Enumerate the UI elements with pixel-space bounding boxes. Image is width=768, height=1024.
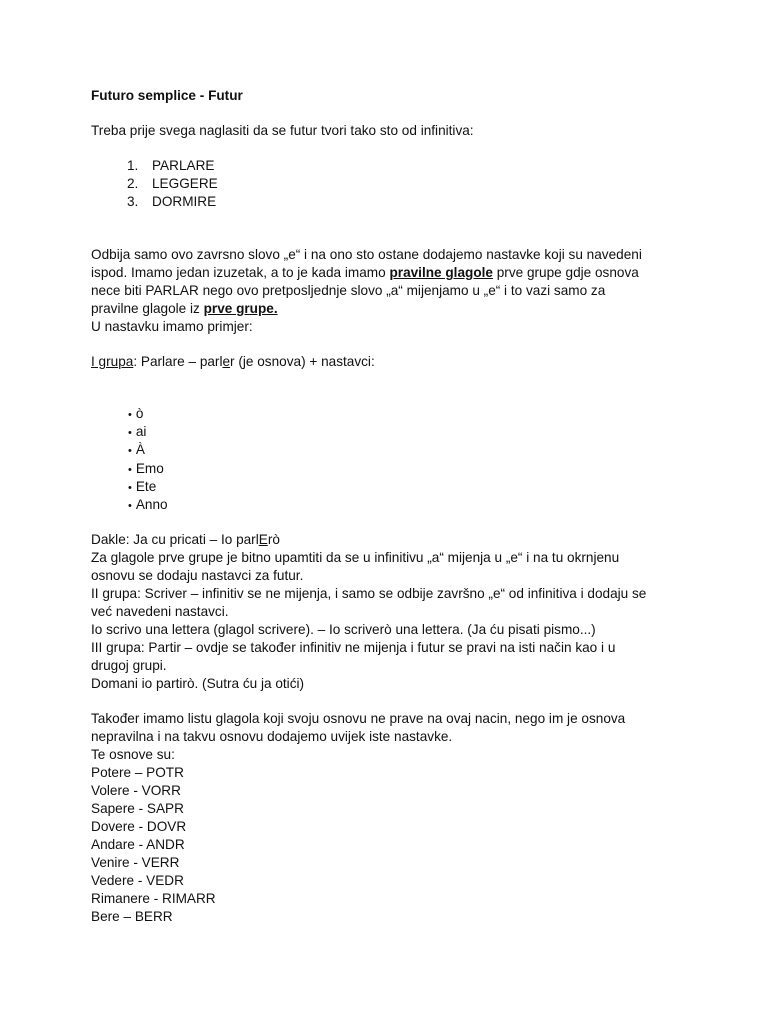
list-item: Sapere - SAPR: [91, 801, 184, 816]
paragraph-line: III grupa: Partir – ovdje se također infinitiv ne mijenja i futur se pravi na isti način kao i u: [91, 640, 616, 655]
text-run: rò: [267, 532, 280, 547]
bullet-icon: •: [128, 409, 132, 421]
text-run: prve grupe gdje osnova: [492, 265, 639, 280]
group1-heading: [91, 353, 375, 371]
list-item: DORMIRE: [152, 194, 217, 209]
paragraph-line: Odbija samo ovo zavrsno slovo „e“ i na ono sto ostane dodajemo nastavke koji su navedeni: [91, 247, 642, 262]
paragraph-line: Te osnove su:: [91, 747, 175, 762]
list-item: PARLARE: [152, 158, 215, 173]
paragraph-line: nepravilna i na takvu osnovu dodajemo uvijek iste nastavke.: [91, 729, 453, 744]
list-item: [128, 405, 143, 424]
paragraph-line: [91, 264, 639, 282]
text-run: ispod. Imamo jedan izuzetak, a to je kada imamo: [91, 265, 390, 280]
ending-text: ai: [135, 424, 147, 439]
text-run: pravilne glagole iz: [91, 301, 204, 316]
list-item: Volere - VORR: [91, 783, 181, 798]
paragraph-line: nece biti PARLAR nego ovo pretposljednje slovo „a“ mijenjamo u „e“ i to vazi samo za: [91, 283, 606, 298]
bullet-icon: •: [128, 464, 132, 476]
paragraph-line: U nastavku imamo primjer:: [91, 319, 253, 334]
text-run: r (je osnova) + nastavci:: [230, 354, 375, 369]
list-number: 3.: [127, 194, 139, 209]
list-number: 2.: [127, 176, 139, 191]
list-item: Dovere - DOVR: [91, 819, 187, 834]
group1-label: I grupa: [91, 354, 134, 369]
text-run: Dakle: Ja cu pricati – Io parl: [91, 532, 259, 547]
bullet-icon: •: [128, 445, 132, 457]
document-title: Futuro semplice - Futur: [91, 88, 243, 103]
list-item: Vedere - VEDR: [91, 873, 184, 888]
ending-text: Ete: [135, 479, 157, 494]
paragraph-line: [91, 531, 280, 549]
stem-letter: E: [258, 532, 268, 547]
bullet-icon: •: [128, 427, 132, 439]
list-item: [128, 423, 146, 442]
bullet-icon: •: [128, 500, 132, 512]
list-item: [128, 496, 168, 515]
list-item: Bere – BERR: [91, 909, 173, 924]
emphasis-pravilne-glagole: pravilne glagole: [389, 265, 493, 280]
emphasis-prve-grupe: prve grupe.: [203, 301, 278, 316]
text-run: : Parlare – parl: [133, 354, 223, 369]
paragraph-line: drugoj grupi.: [91, 658, 167, 673]
paragraph-line: [91, 300, 278, 318]
list-item: Venire - VERR: [91, 855, 180, 870]
paragraph-line: II grupa: Scriver – infinitiv se ne mijenja, i samo se odbije završno „e“ od infinitiva i dodaju se: [91, 586, 647, 601]
list-item: Andare - ANDR: [91, 837, 185, 852]
ending-text: Anno: [135, 497, 168, 512]
ending-text: ò: [135, 406, 144, 421]
paragraph-line: već navedeni nastavci.: [91, 604, 229, 619]
list-number: 1.: [127, 158, 139, 173]
list-item: [128, 441, 145, 460]
ending-text: À: [135, 442, 145, 457]
stem-letter: e: [222, 354, 231, 369]
paragraph-line: Također imamo listu glagola koji svoju osnovu ne prave na ovaj nacin, nego im je osnova: [91, 711, 626, 726]
paragraph-line: Za glagole prve grupe je bitno upamtiti da se u infinitivu „a“ mijenja u „e“ i na tu okrnjenu: [91, 550, 620, 565]
list-item: [128, 478, 156, 497]
list-item: Potere – POTR: [91, 765, 184, 780]
bullet-icon: •: [128, 482, 132, 494]
paragraph-line: Domani io partirò. (Sutra ću ja otići): [91, 676, 305, 691]
intro-text: Treba prije svega naglasiti da se futur tvori tako sto od infinitiva:: [91, 123, 474, 138]
ending-text: Emo: [135, 461, 164, 476]
paragraph-line: osnovu se dodaju nastavci za futur.: [91, 568, 304, 583]
list-item: LEGGERE: [152, 176, 218, 191]
paragraph-line: Io scrivo una lettera (glagol scrivere). – Io scriverò una lettera. (Ja ću pisati pismo...): [91, 622, 596, 637]
list-item: [128, 460, 164, 479]
list-item: Rimanere - RIMARR: [91, 891, 216, 906]
